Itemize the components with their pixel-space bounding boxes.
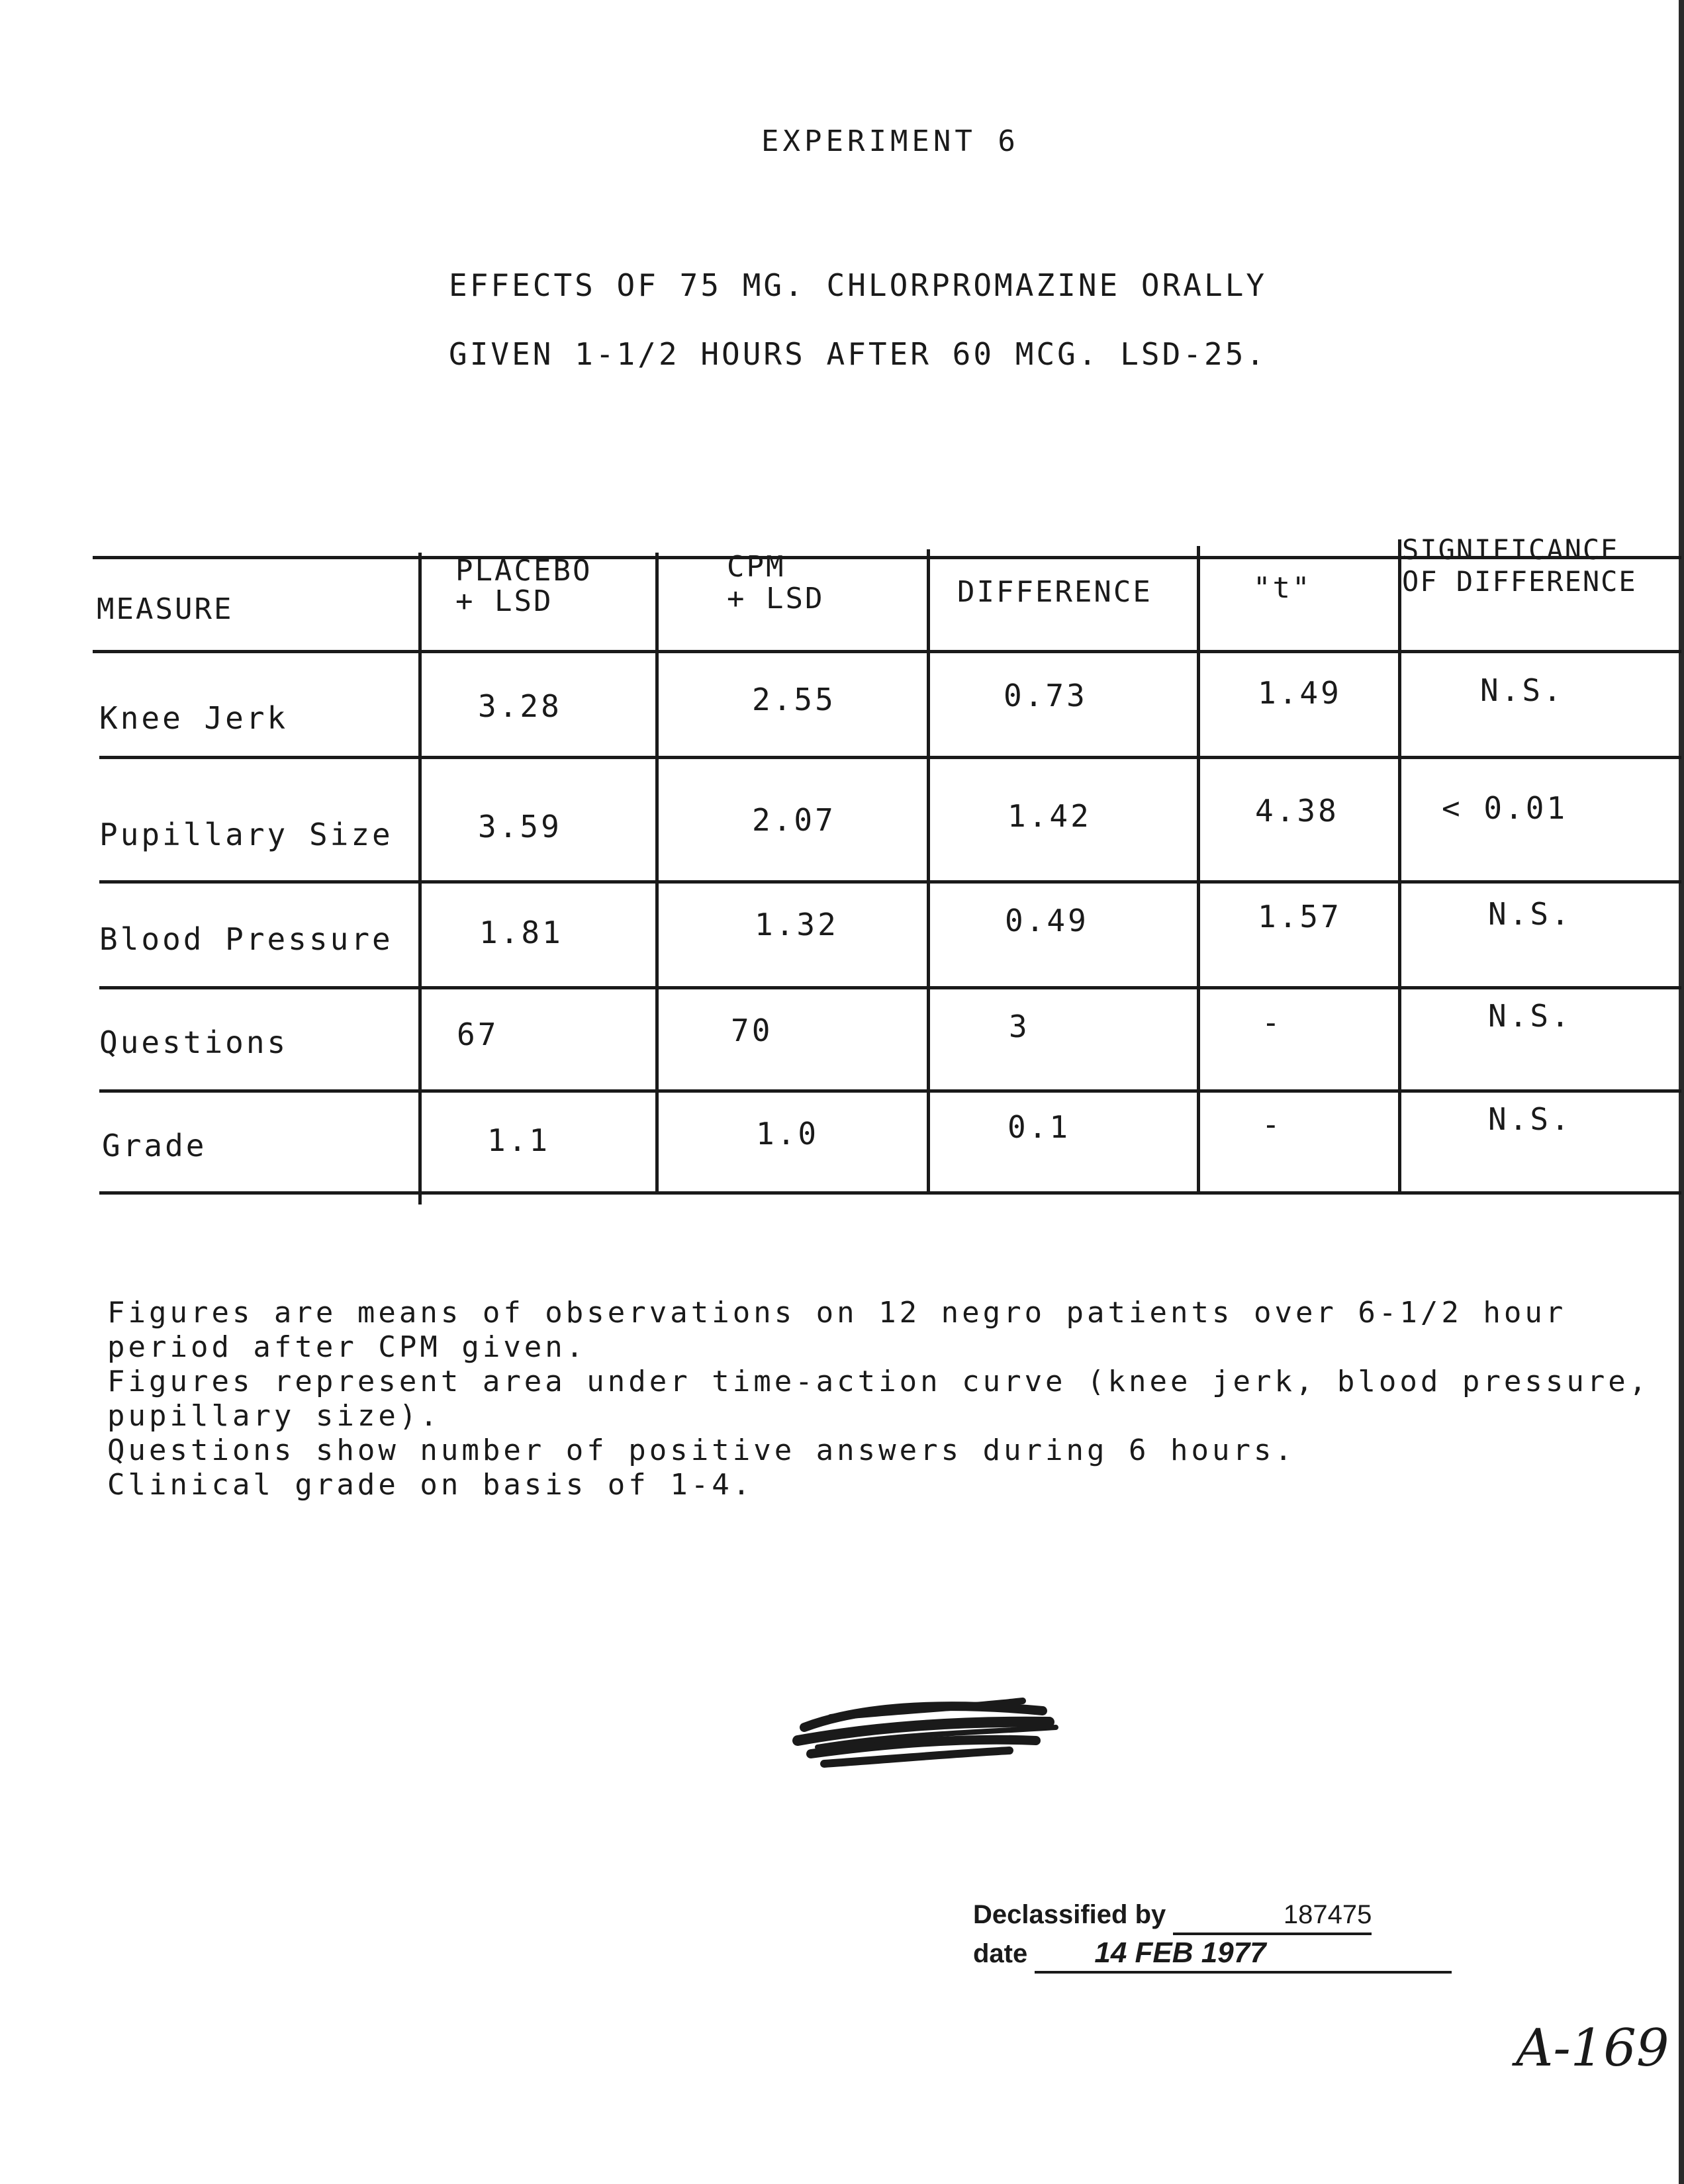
cell-cpm: 70 <box>731 1013 773 1048</box>
table-col-rule-2 <box>655 553 659 1191</box>
cell-measure: Blood Pressure <box>99 921 393 957</box>
footnote-line: period after CPM given. <box>107 1330 587 1364</box>
subtitle-line-2: GIVEN 1-1/2 HOURS AFTER 60 MCG. LSD-25. <box>449 336 1268 372</box>
footnote-line: pupillary size). <box>107 1399 441 1433</box>
table-rule-row3 <box>99 986 1681 989</box>
table-rule-row4 <box>99 1089 1681 1093</box>
header-significance-line2: OF DIFFERENCE <box>1402 565 1637 598</box>
redaction-scribble <box>791 1681 1069 1787</box>
declassified-by-row <box>973 1897 1452 1935</box>
header-measure: MEASURE <box>97 592 234 626</box>
header-placebo-line2: + LSD <box>455 584 553 618</box>
header-difference: DIFFERENCE <box>957 575 1152 609</box>
header-placebo-line1: PLACEBO <box>455 554 592 588</box>
cell-significance: N.S. <box>1488 896 1572 932</box>
experiment-title: EXPERIMENT 6 <box>761 124 1019 158</box>
cell-difference: 1.42 <box>1007 798 1092 834</box>
cell-cpm: 1.32 <box>755 907 839 942</box>
footnote-line: Figures are means of observations on 12 negro patients over 6-1/2 hour <box>107 1296 1567 1330</box>
cell-measure: Pupillary Size <box>99 817 393 852</box>
cell-significance: < 0.01 <box>1442 790 1568 826</box>
cell-difference: 0.49 <box>1005 903 1089 938</box>
table-col-rule-5 <box>1398 539 1401 1191</box>
declassified-date-label: date <box>973 1939 1028 1968</box>
table-rule-row2 <box>99 880 1681 884</box>
footnote-line: Clinical grade on basis of 1-4. <box>107 1468 754 1502</box>
cell-t: - <box>1262 1005 1283 1040</box>
table-rule-row1 <box>99 756 1681 759</box>
cell-t: 4.38 <box>1255 793 1339 829</box>
cell-t: 1.49 <box>1258 675 1342 711</box>
cell-difference: 3 <box>1009 1009 1030 1044</box>
cell-placebo: 1.81 <box>479 915 563 950</box>
declassified-by-value: 187475 <box>1173 1897 1372 1935</box>
declassified-by-label: Declassified by <box>973 1900 1166 1929</box>
handwritten-page-mark: A-169 <box>1516 2019 1669 2078</box>
cell-difference: 0.1 <box>1007 1109 1071 1145</box>
cell-significance: N.S. <box>1488 998 1572 1034</box>
header-cpm-line2: + LSD <box>727 582 825 615</box>
cell-measure: Grade <box>102 1128 207 1163</box>
cell-significance: N.S. <box>1480 672 1564 708</box>
declassified-date-row <box>973 1935 1452 1974</box>
table-rule-bottom <box>99 1191 1681 1195</box>
footnote-line: Questions show number of positive answers during 6 hours. <box>107 1433 1295 1467</box>
cell-measure: Knee Jerk <box>99 700 289 736</box>
footnotes <box>107 1296 1683 1502</box>
declassification-stamp <box>973 1897 1452 1974</box>
header-significance-line1: SIGNIFICANCE <box>1402 533 1619 566</box>
header-t: "t" <box>1253 571 1312 605</box>
cell-t: - <box>1262 1107 1283 1142</box>
cell-significance: N.S. <box>1488 1101 1572 1137</box>
cell-cpm: 2.55 <box>752 682 836 717</box>
cell-placebo: 3.28 <box>478 688 562 724</box>
declassified-date-value: 14 FEB 1977 <box>1035 1935 1452 1974</box>
cell-t: 1.57 <box>1258 899 1342 934</box>
table-col-rule-3 <box>927 549 930 1195</box>
table-rule-header <box>93 650 1681 653</box>
cell-placebo: 1.1 <box>487 1122 551 1158</box>
cell-placebo: 3.59 <box>478 809 562 844</box>
subtitle-line-1: EFFECTS OF 75 MG. CHLORPROMAZINE ORALLY <box>449 267 1268 303</box>
cell-placebo: 67 <box>457 1017 499 1052</box>
cell-measure: Questions <box>99 1024 289 1060</box>
table-col-rule-1 <box>418 553 422 1205</box>
cell-difference: 0.73 <box>1004 678 1088 713</box>
cell-cpm: 1.0 <box>756 1116 819 1152</box>
table-col-rule-4 <box>1197 546 1200 1191</box>
cell-cpm: 2.07 <box>752 802 836 838</box>
header-cpm-line1: CPM <box>727 550 786 584</box>
footnote-line: Figures represent area under time-action curve (knee jerk, blood pressure, <box>107 1365 1650 1398</box>
